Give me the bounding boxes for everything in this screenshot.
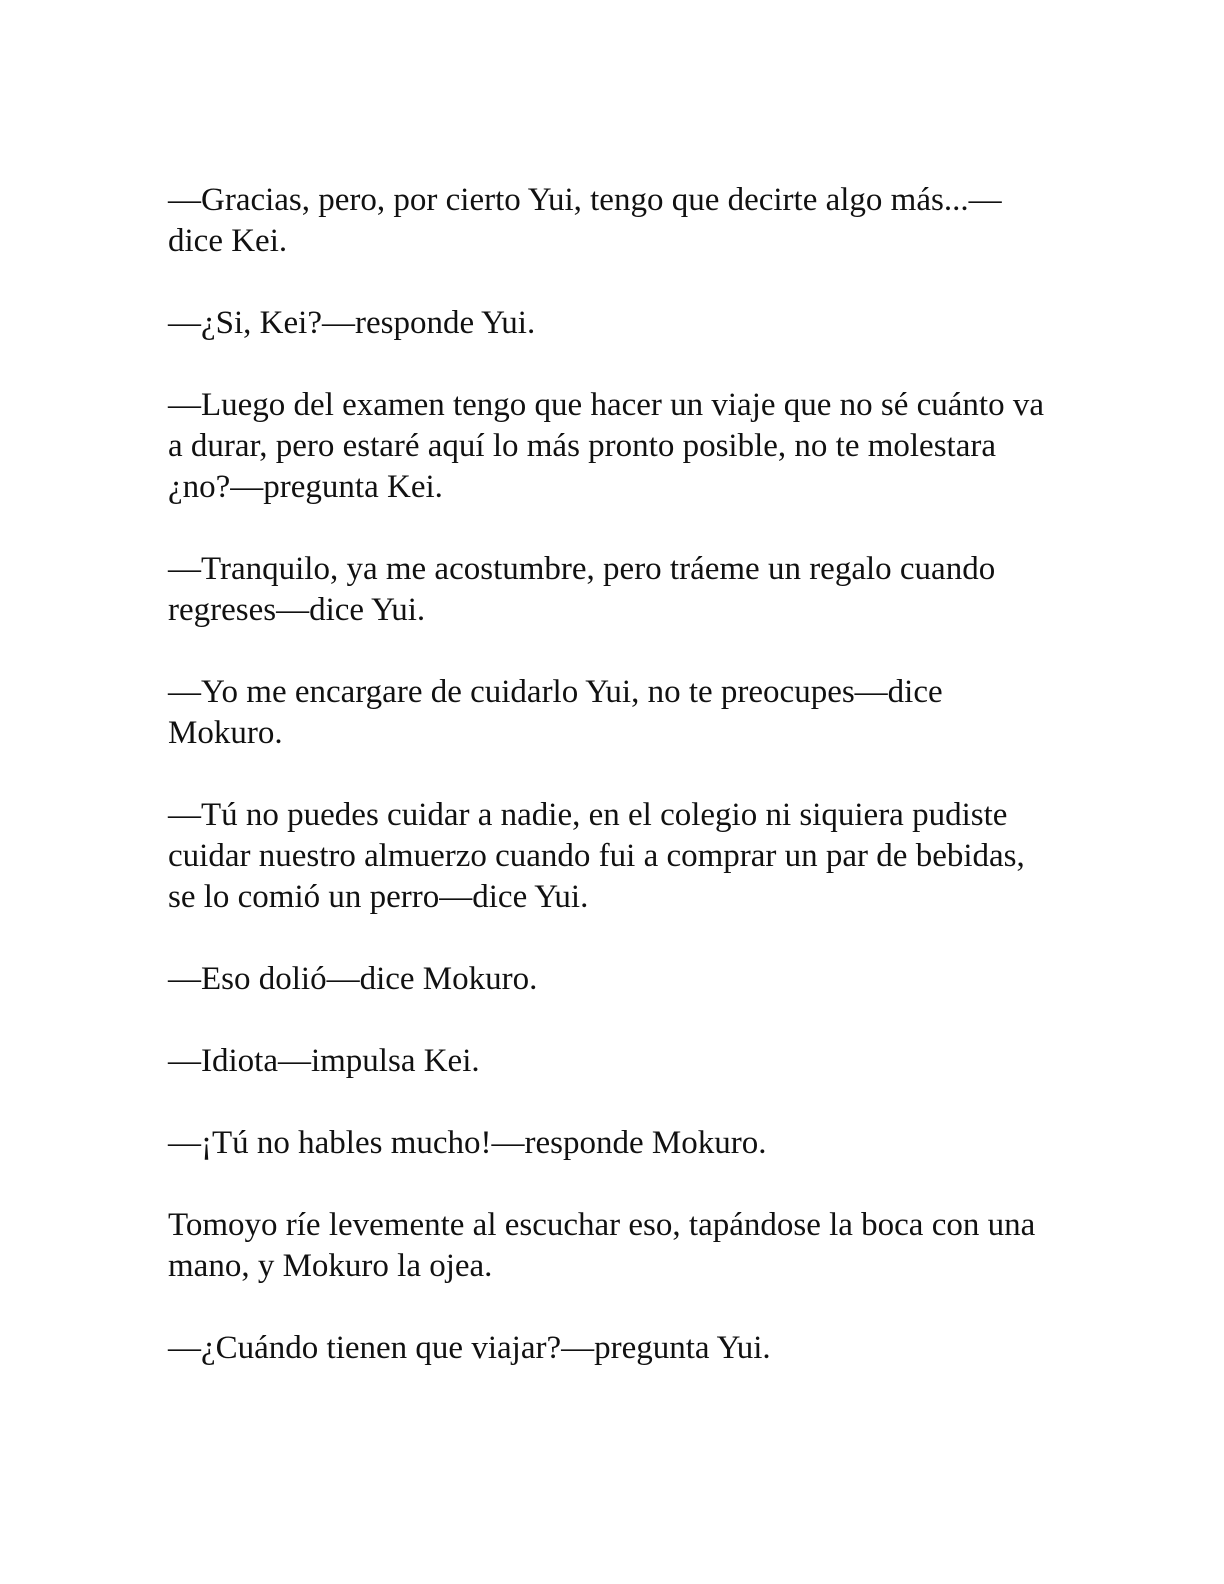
paragraph: —Eso dolió—dice Mokuro. bbox=[168, 961, 538, 997]
paragraph: —Gracias, pero, por cierto Yui, tengo que decirte algo más...—dice Kei. bbox=[168, 182, 1002, 259]
paragraph: —Yo me encargare de cuidarlo Yui, no te preocupes—dice Mokuro. bbox=[168, 674, 943, 751]
paragraph: —Tranquilo, ya me acostumbre, pero tráeme un regalo cuando regreses—dice Yui. bbox=[168, 551, 996, 628]
text-body bbox=[168, 180, 1048, 1369]
paragraph: —Luego del examen tengo que hacer un viaje que no sé cuánto va a durar, pero estaré aquí lo más pronto posible, no te molestara ¿no?—pregunta Kei. bbox=[168, 387, 1044, 505]
paragraph: —Idiota—impulsa Kei. bbox=[168, 1043, 480, 1079]
paragraph: —Tú no puedes cuidar a nadie, en el colegio ni siquiera pudiste cuidar nuestro almuerzo cuando fui a comprar un par de bebidas, se lo comió un perro—dice Yui. bbox=[168, 797, 1025, 915]
paragraph: —¿Cuándo tienen que viajar?—pregunta Yui. bbox=[168, 1330, 771, 1366]
paragraph: Tomoyo ríe levemente al escuchar eso, tapándose la boca con una mano, y Mokuro la ojea. bbox=[168, 1207, 1036, 1284]
paragraph: —¡Tú no hables mucho!—responde Mokuro. bbox=[168, 1125, 767, 1161]
paragraph: —¿Si, Kei?—responde Yui. bbox=[168, 305, 536, 341]
